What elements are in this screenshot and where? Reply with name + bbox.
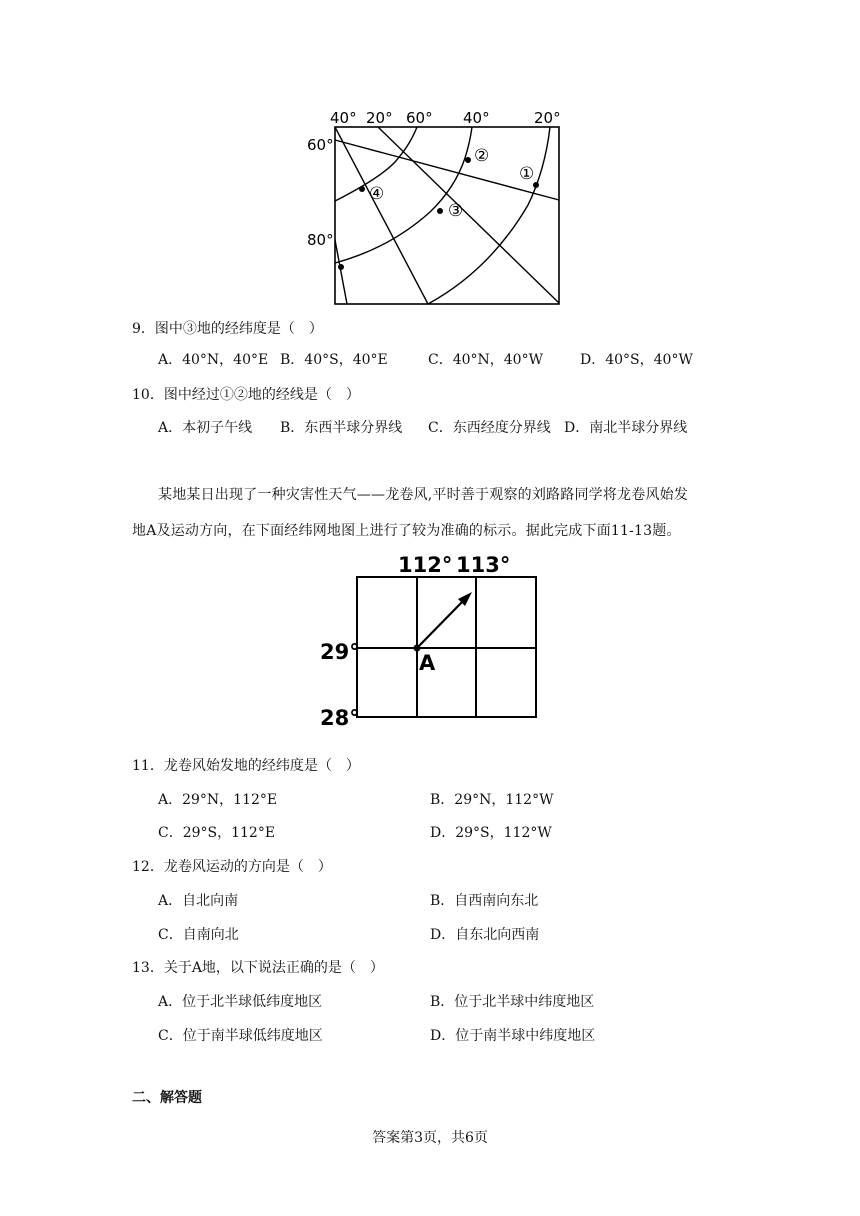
q12-option-a[interactable]: A．自北向南 bbox=[158, 893, 239, 909]
meridian-line-4 bbox=[335, 240, 347, 304]
q12-option-c[interactable]: C．自南向北 bbox=[158, 927, 239, 943]
q11-option-c[interactable]: C．29°S，112°E bbox=[158, 825, 276, 841]
top-label-4: 40° bbox=[463, 109, 490, 127]
q10-option-c[interactable]: C．东西经度分界线 bbox=[428, 420, 551, 436]
q10-option-a[interactable]: A．本初子午线 bbox=[158, 420, 253, 436]
question-9-stem: 9．图中③地的经纬度是（ ） bbox=[132, 321, 323, 337]
point-5 bbox=[338, 264, 344, 270]
q10-option-d[interactable]: D．南北半球分界线 bbox=[564, 420, 688, 436]
left-label-28: 28° bbox=[320, 706, 360, 728]
point-2 bbox=[465, 157, 471, 163]
q11-option-b[interactable]: B．29°N，112°W bbox=[430, 792, 554, 808]
left-label-1: 60° bbox=[307, 136, 334, 154]
q12-option-b[interactable]: B．自西南向东北 bbox=[430, 893, 539, 909]
q12-option-d[interactable]: D．自东北向西南 bbox=[430, 927, 540, 943]
point-label-2: ② bbox=[474, 146, 490, 166]
figure-polar-graticule bbox=[300, 100, 570, 310]
point-4 bbox=[359, 186, 365, 192]
q13-option-c[interactable]: C．位于南半球低纬度地区 bbox=[158, 1028, 323, 1044]
point-label-1: ① bbox=[519, 164, 535, 184]
question-10-stem: 10．图中经过①②地的经线是（ ） bbox=[132, 387, 360, 403]
section-2-title: 二、解答题 bbox=[132, 1090, 202, 1106]
page-footer: 答案第3页，共6页 bbox=[372, 1130, 488, 1146]
point-label-3: ③ bbox=[448, 201, 464, 221]
q13-option-d[interactable]: D．位于南半球中纬度地区 bbox=[430, 1028, 596, 1044]
point-3 bbox=[437, 208, 443, 214]
q9-option-c[interactable]: C．40°N，40°W bbox=[428, 352, 543, 368]
q9-option-a[interactable]: A．40°N，40°E bbox=[158, 352, 269, 368]
passage-line-1: 某地某日出现了一种灾害性天气——龙卷风,平时善于观察的刘路路同学将龙卷风始发 bbox=[158, 487, 689, 503]
q13-option-a[interactable]: A．位于北半球低纬度地区 bbox=[158, 994, 323, 1010]
figure-grid-map bbox=[310, 548, 550, 728]
tornado-direction-arrow bbox=[417, 600, 464, 648]
question-11-stem: 11．龙卷风始发地的经纬度是（ ） bbox=[132, 758, 360, 774]
top-label-113: 113° bbox=[456, 553, 511, 577]
left-label-2: 80° bbox=[307, 231, 334, 249]
top-label-112: 112° bbox=[398, 553, 453, 577]
latitude-arc-middle bbox=[335, 127, 472, 263]
left-label-29: 29° bbox=[320, 640, 360, 664]
top-label-1: 40° bbox=[330, 109, 357, 127]
top-label-2: 20° bbox=[366, 109, 393, 127]
q9-option-b[interactable]: B．40°S，40°E bbox=[280, 352, 388, 368]
q9-option-d[interactable]: D．40°S，40°W bbox=[580, 352, 693, 368]
q10-option-b[interactable]: B．东西半球分界线 bbox=[280, 420, 403, 436]
point-a-label: A bbox=[419, 651, 436, 675]
meridian-line-1 bbox=[335, 127, 428, 304]
q11-option-a[interactable]: A．29°N，112°E bbox=[158, 792, 278, 808]
q11-option-d[interactable]: D．29°S，112°W bbox=[430, 825, 552, 841]
q13-option-b[interactable]: B．位于北半球中纬度地区 bbox=[430, 994, 595, 1010]
question-13-stem: 13．关于A地，以下说法正确的是（ ） bbox=[132, 960, 384, 976]
top-label-5: 20° bbox=[534, 109, 561, 127]
point-label-4: ④ bbox=[369, 184, 385, 204]
top-label-3: 60° bbox=[406, 109, 433, 127]
question-12-stem: 12．龙卷风运动的方向是（ ） bbox=[132, 859, 332, 875]
passage-line-2: 地A及运动方向，在下面经纬网地图上进行了较为准确的标示。据此完成下面11-13题。 bbox=[132, 523, 681, 539]
